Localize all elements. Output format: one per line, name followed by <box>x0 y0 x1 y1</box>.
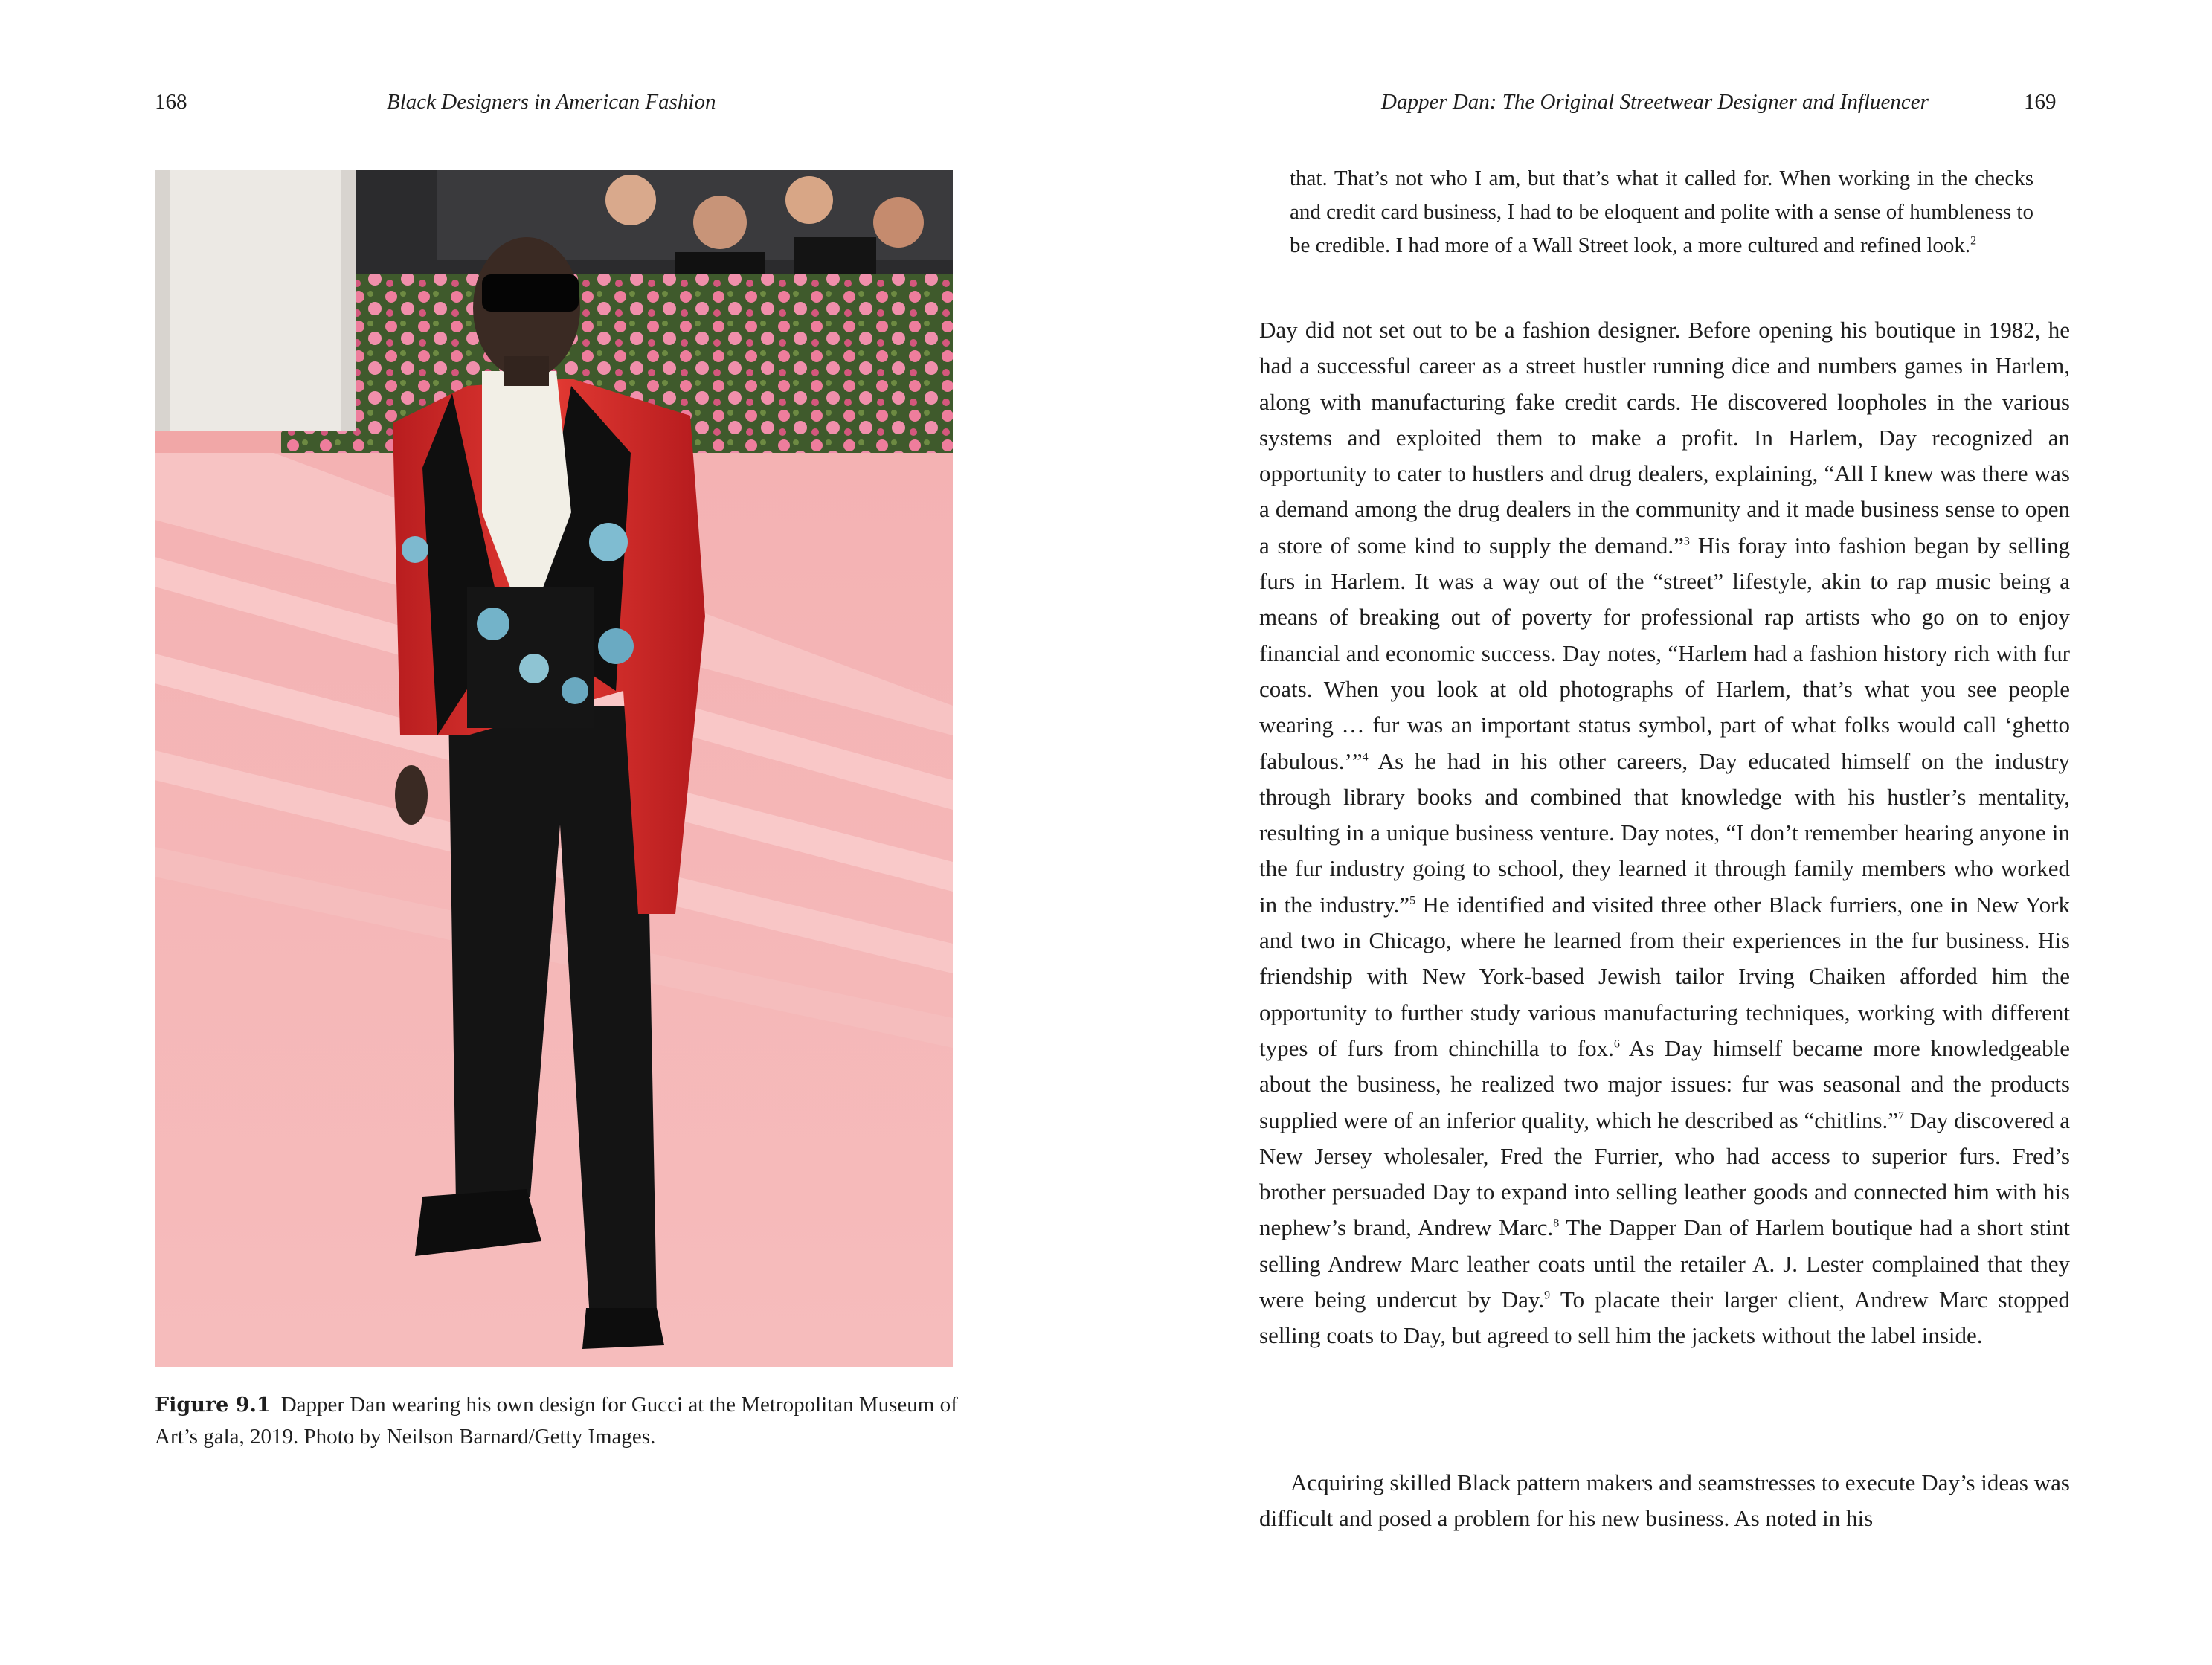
footnote-ref: 2 <box>1970 234 1977 248</box>
footnote-ref: 7 <box>1898 1110 1905 1123</box>
block-quote-text: that. That’s not who I am, but that’s what it called for. When working in the checks and credit card business, I had to be eloquent and polite with a sense of humbleness to be credible. I had more of a Wall Street look, a more cultured and refined look. <box>1290 167 2033 257</box>
footnote-ref: 5 <box>1409 894 1416 907</box>
figure-caption-text: Dapper Dan wearing his own design for Gucci at the Metropolitan Museum of Art’s gala, 2019. Photo by Neilson Barnard/Getty Images. <box>155 1393 958 1449</box>
body-paragraph-2: Acquiring skilled Black pattern makers and seamstresses to execute Day’s ideas was difficult and posed a problem for his new business. As noted in his <box>1259 1469 2070 1532</box>
paragraph-text: As Day himself became more knowledgeable about the business, he realized two major issues: fur was seasonal and the products supplied were of an inferior quality, which he described as “chitlins.” <box>1259 1034 2070 1133</box>
paragraph-text: Day discovered a New Jersey wholesaler, Fred the Furrier, who had access to superior furs. Fred’s brother persuaded Day to expand into selling leather goods and connected him with his nephew’s brand, Andrew Marc. <box>1259 1107 2071 1241</box>
footnote-ref: 8 <box>1553 1217 1560 1231</box>
paragraph-text: To placate their larger client, Andrew Marc stopped selling coats to Day, but agreed to sell him the jackets without the label inside. <box>1259 1286 2070 1349</box>
paragraph-text: The Dapper Dan of Harlem boutique had a short stint selling Andrew Marc leather coats until the retailer A. J. Lester complained that they were being undercut by Day. <box>1259 1214 2071 1313</box>
figure-label: Figure 9.1 <box>155 1394 271 1417</box>
footnote-ref: 9 <box>1544 1289 1551 1302</box>
page-number-right: 169 <box>2024 90 2057 114</box>
running-head-left: Black Designers in American Fashion <box>387 90 716 114</box>
paragraph-text: As he had in his other careers, Day educated himself on the industry through library books and combined that knowledge with his hustler’s mentality, resulting in a unique business venture. Day notes, “I don’t remember hearing anyone in the fur industry going to school, they learned it through family members who worked in the industry.” <box>1259 747 2070 918</box>
footnote-ref: 6 <box>1613 1037 1620 1051</box>
photo-illustration <box>155 170 953 1367</box>
right-page <box>1106 0 2212 1665</box>
paragraph-text: Day did not set out to be a fashion designer. Before opening his boutique in 1982, he had a successful career as a street hustler running dice and numbers games in Harlem, along with manufacturing fake credit cards. He discovered loopholes in the various systems and exploited them to make a profit. In Harlem, Day recognized an opportunity to cater to hustlers and drug dealers, explaining, “All I knew was there was a demand among the drug dealers in the community and it made business sense to open a store of some kind to supply the demand.” <box>1259 317 2070 558</box>
paragraph-text: His foray into fashion began by selling furs in Harlem. It was a way out of the “street” lifestyle, akin to rap music being a means of breaking out of poverty for professional rap artists who go on to enjoy financial and economic success. Day notes, “Harlem had a fashion history rich with fur coats. When you look at old photographs of Harlem, that’s what you see people wearing … fur was an important status symbol, part of what folks would call ‘ghetto fabulous.’” <box>1259 532 2070 774</box>
paragraph-text: He identified and visited three other Black furriers, one in New York and two in Chicago, where he learned from their experiences in the fur business. His friendship with New York-based Jewish tailor Irving Chaiken afforded him the opportunity to further study various manufacturing techniques, working with different types of furs from chinchilla to fox. <box>1259 891 2070 1061</box>
footnote-ref: 4 <box>1362 750 1369 764</box>
block-quote <box>1290 162 2033 263</box>
body-paragraph-1 <box>1259 312 2070 1354</box>
running-head-right: Dapper Dan: The Original Streetwear Designer and Influencer <box>1381 90 1929 114</box>
page-number-left: 168 <box>155 90 187 114</box>
footnote-ref: 3 <box>1683 535 1690 548</box>
figure-caption <box>155 1389 965 1452</box>
figure-photo <box>155 170 953 1367</box>
